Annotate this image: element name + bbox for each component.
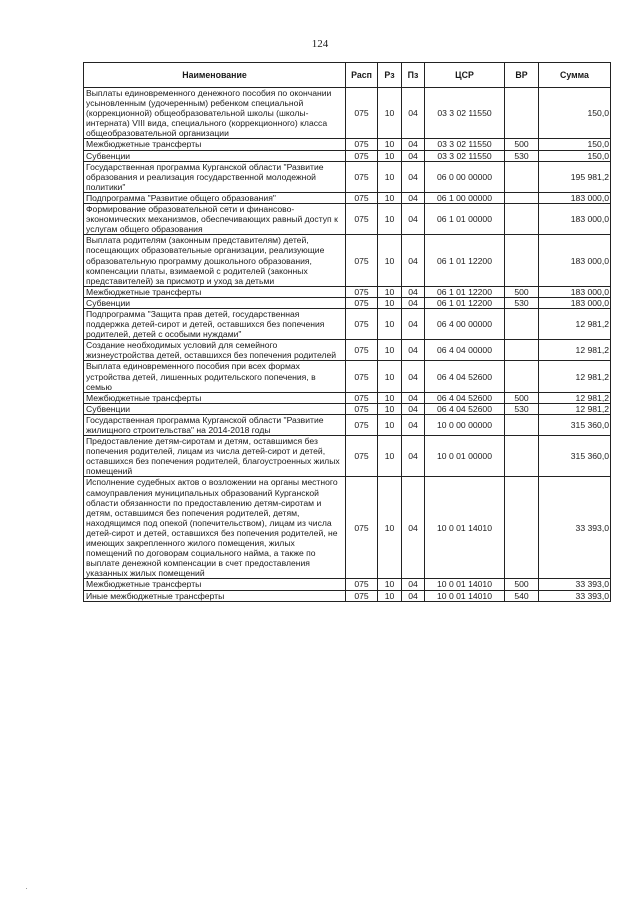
page-number: 124 <box>311 38 329 50</box>
cell-rasp: 075 <box>346 235 378 286</box>
cell-pz: 04 <box>402 579 425 590</box>
cell-rasp: 075 <box>346 88 378 139</box>
cell-vr: 540 <box>505 590 539 601</box>
scan-mark <box>26 888 27 889</box>
cell-pz: 04 <box>402 161 425 192</box>
table-header-row <box>84 63 611 88</box>
table-row <box>84 403 611 414</box>
cell-rasp: 075 <box>346 204 378 235</box>
cell-vr <box>505 414 539 435</box>
cell-name: Выплата родителям (законным представителям) детей, посещающих образовательные организации, реализующие образовательную программу дошкольного образования, компенсации платы, взимаемой с родителей (законных представителей) за присмотр и уход за детьми <box>84 235 346 286</box>
cell-csr: 10 0 00 00000 <box>425 414 505 435</box>
cell-rz: 10 <box>378 436 402 477</box>
cell-rz: 10 <box>378 286 402 297</box>
header-rasp: Расп <box>346 63 378 88</box>
header-name: Наименование <box>84 63 346 88</box>
cell-csr: 06 4 04 00000 <box>425 340 505 361</box>
cell-vr <box>505 361 539 392</box>
cell-sum: 150,0 <box>539 88 611 139</box>
budget-table <box>83 62 611 602</box>
cell-vr <box>505 235 539 286</box>
cell-sum: 12 981,2 <box>539 361 611 392</box>
cell-rasp: 075 <box>346 192 378 203</box>
table-row <box>84 436 611 477</box>
cell-pz: 04 <box>402 403 425 414</box>
cell-rz: 10 <box>378 414 402 435</box>
cell-name: Межбюджетные трансферты <box>84 139 346 150</box>
cell-name: Межбюджетные трансферты <box>84 579 346 590</box>
table-row <box>84 192 611 203</box>
cell-pz: 04 <box>402 88 425 139</box>
cell-rasp: 075 <box>346 308 378 339</box>
cell-pz: 04 <box>402 297 425 308</box>
cell-rasp: 075 <box>346 150 378 161</box>
cell-name: Выплаты единовременного денежного пособия по окончании усыновленным (удочеренным) ребенком специальной (коррекционной) общеобразовательной школы (школы-интерната) VIII вида, специального (коррекционного) класса общеобразовательной организации <box>84 88 346 139</box>
cell-pz: 04 <box>402 414 425 435</box>
cell-csr: 10 0 01 14010 <box>425 477 505 579</box>
cell-vr <box>505 340 539 361</box>
cell-pz: 04 <box>402 192 425 203</box>
table-row <box>84 139 611 150</box>
cell-name: Субвенции <box>84 297 346 308</box>
cell-sum: 183 000,0 <box>539 235 611 286</box>
cell-vr <box>505 192 539 203</box>
cell-vr <box>505 204 539 235</box>
cell-sum: 33 393,0 <box>539 590 611 601</box>
cell-csr: 06 0 00 00000 <box>425 161 505 192</box>
table-row <box>84 204 611 235</box>
cell-pz: 04 <box>402 308 425 339</box>
cell-csr: 06 4 00 00000 <box>425 308 505 339</box>
cell-vr <box>505 477 539 579</box>
cell-rasp: 075 <box>346 436 378 477</box>
table-row <box>84 235 611 286</box>
cell-pz: 04 <box>402 235 425 286</box>
cell-sum: 12 981,2 <box>539 308 611 339</box>
table-row <box>84 340 611 361</box>
cell-name: Межбюджетные трансферты <box>84 286 346 297</box>
cell-rz: 10 <box>378 308 402 339</box>
cell-vr <box>505 161 539 192</box>
cell-pz: 04 <box>402 436 425 477</box>
cell-csr: 06 4 04 52600 <box>425 361 505 392</box>
cell-name: Субвенции <box>84 150 346 161</box>
cell-csr: 06 4 04 52600 <box>425 403 505 414</box>
table-body <box>84 88 611 602</box>
table-row <box>84 286 611 297</box>
header-rz: Рз <box>378 63 402 88</box>
cell-name: Предоставление детям-сиротам и детям, оставшимся без попечения родителей, лицам из числа детей-сирот и детей, оставшихся без попечения родителей, благоустроенных жилых помещений <box>84 436 346 477</box>
cell-sum: 12 981,2 <box>539 392 611 403</box>
cell-csr: 06 1 01 12200 <box>425 235 505 286</box>
table-row <box>84 392 611 403</box>
table-row <box>84 150 611 161</box>
cell-rz: 10 <box>378 340 402 361</box>
cell-vr: 500 <box>505 579 539 590</box>
cell-vr: 530 <box>505 297 539 308</box>
cell-name: Подпрограмма "Развитие общего образования" <box>84 192 346 203</box>
cell-sum: 12 981,2 <box>539 340 611 361</box>
header-pz: Пз <box>402 63 425 88</box>
cell-rasp: 075 <box>346 403 378 414</box>
header-vr: ВР <box>505 63 539 88</box>
cell-vr <box>505 308 539 339</box>
cell-pz: 04 <box>402 139 425 150</box>
table-row <box>84 297 611 308</box>
cell-sum: 315 360,0 <box>539 414 611 435</box>
cell-rz: 10 <box>378 150 402 161</box>
cell-csr: 10 0 01 14010 <box>425 590 505 601</box>
cell-rasp: 075 <box>346 361 378 392</box>
cell-csr: 06 1 01 12200 <box>425 286 505 297</box>
table-row <box>84 579 611 590</box>
cell-vr: 500 <box>505 286 539 297</box>
cell-rz: 10 <box>378 139 402 150</box>
cell-rz: 10 <box>378 590 402 601</box>
table-row <box>84 361 611 392</box>
cell-rasp: 075 <box>346 340 378 361</box>
cell-name: Подпрограмма "Защита прав детей, государственная поддержка детей-сирот и детей, оставшихся без попечения родителей, детей с особыми нуждами" <box>84 308 346 339</box>
cell-rasp: 075 <box>346 477 378 579</box>
cell-sum: 33 393,0 <box>539 477 611 579</box>
cell-pz: 04 <box>402 477 425 579</box>
cell-vr: 500 <box>505 139 539 150</box>
cell-csr: 10 0 01 00000 <box>425 436 505 477</box>
cell-pz: 04 <box>402 590 425 601</box>
table-row <box>84 88 611 139</box>
cell-csr: 06 4 04 52600 <box>425 392 505 403</box>
cell-rasp: 075 <box>346 139 378 150</box>
cell-sum: 195 981,2 <box>539 161 611 192</box>
cell-name: Создание необходимых условий для семейного жизнеустройства детей, оставшихся без попечения родителей <box>84 340 346 361</box>
cell-rz: 10 <box>378 361 402 392</box>
cell-sum: 183 000,0 <box>539 192 611 203</box>
table-row <box>84 414 611 435</box>
cell-rasp: 075 <box>346 392 378 403</box>
cell-sum: 183 000,0 <box>539 286 611 297</box>
cell-rz: 10 <box>378 88 402 139</box>
cell-csr: 06 1 00 00000 <box>425 192 505 203</box>
cell-vr: 530 <box>505 150 539 161</box>
cell-name: Выплата единовременного пособия при всех формах устройства детей, лишенных родительского попечения, в семью <box>84 361 346 392</box>
cell-vr <box>505 436 539 477</box>
cell-name: Субвенции <box>84 403 346 414</box>
cell-pz: 04 <box>402 204 425 235</box>
cell-name: Исполнение судебных актов о возложении на органы местного самоуправления муниципальных образований Курганской области обязанности по предоставлению детям-сиротам и детям, оставшимся без попечения родителей, детям, находящимся под опекой (попечительством), лицам из числа детей-сирот и детей, оставшихся без попечения родителей, не имеющих закрепленного жилого помещения, жилых помещений по договорам социального найма, а также по выплате денежной компенсации в счет предоставления указанных жилых помещений <box>84 477 346 579</box>
cell-name: Государственная программа Курганской области "Развитие образования и реализация государственной молодежной политики" <box>84 161 346 192</box>
cell-name: Иные межбюджетные трансферты <box>84 590 346 601</box>
cell-sum: 12 981,2 <box>539 403 611 414</box>
cell-sum: 150,0 <box>539 139 611 150</box>
cell-csr: 06 1 01 00000 <box>425 204 505 235</box>
cell-name: Межбюджетные трансферты <box>84 392 346 403</box>
table-row <box>84 161 611 192</box>
header-csr: ЦСР <box>425 63 505 88</box>
cell-rasp: 075 <box>346 590 378 601</box>
cell-csr: 03 3 02 11550 <box>425 88 505 139</box>
cell-name: Государственная программа Курганской области "Развитие жилищного строительства" на 2014-2018 годы <box>84 414 346 435</box>
cell-pz: 04 <box>402 361 425 392</box>
cell-pz: 04 <box>402 340 425 361</box>
cell-vr: 530 <box>505 403 539 414</box>
cell-pz: 04 <box>402 392 425 403</box>
cell-csr: 10 0 01 14010 <box>425 579 505 590</box>
table-row <box>84 308 611 339</box>
cell-rz: 10 <box>378 204 402 235</box>
cell-csr: 06 1 01 12200 <box>425 297 505 308</box>
cell-rasp: 075 <box>346 286 378 297</box>
cell-csr: 03 3 02 11550 <box>425 139 505 150</box>
cell-rasp: 075 <box>346 297 378 308</box>
header-sum: Сумма <box>539 63 611 88</box>
cell-rasp: 075 <box>346 414 378 435</box>
cell-sum: 183 000,0 <box>539 204 611 235</box>
cell-vr: 500 <box>505 392 539 403</box>
cell-rz: 10 <box>378 192 402 203</box>
cell-rasp: 075 <box>346 579 378 590</box>
cell-sum: 183 000,0 <box>539 297 611 308</box>
cell-rz: 10 <box>378 161 402 192</box>
table-row <box>84 590 611 601</box>
cell-pz: 04 <box>402 286 425 297</box>
cell-sum: 315 360,0 <box>539 436 611 477</box>
cell-rz: 10 <box>378 392 402 403</box>
cell-rz: 10 <box>378 477 402 579</box>
cell-csr: 03 3 02 11550 <box>425 150 505 161</box>
cell-rasp: 075 <box>346 161 378 192</box>
cell-rz: 10 <box>378 235 402 286</box>
cell-pz: 04 <box>402 150 425 161</box>
cell-vr <box>505 88 539 139</box>
cell-rz: 10 <box>378 579 402 590</box>
cell-rz: 10 <box>378 403 402 414</box>
table-row <box>84 477 611 579</box>
cell-sum: 150,0 <box>539 150 611 161</box>
cell-sum: 33 393,0 <box>539 579 611 590</box>
cell-rz: 10 <box>378 297 402 308</box>
cell-name: Формирование образовательной сети и финансово-экономических механизмов, обеспечивающих равный доступ к услугам общего образования <box>84 204 346 235</box>
